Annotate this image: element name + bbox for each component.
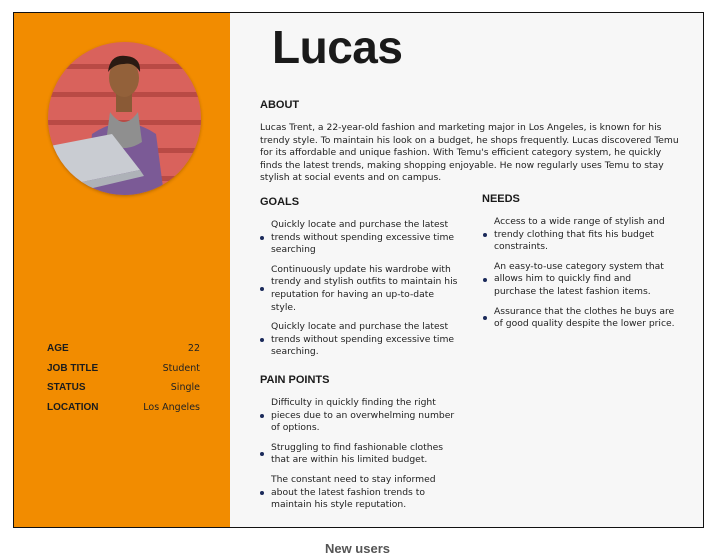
fact-age: [47, 339, 200, 359]
fact-label: AGE: [47, 343, 69, 355]
pain-point-text: Difficulty in quickly finding the right pieces due to an overwhelming number of options.: [271, 397, 455, 434]
bullet-icon: [260, 236, 264, 240]
list-item: [483, 306, 676, 331]
pain-points-heading: PAIN POINTS: [260, 374, 330, 386]
pain-point-text: Struggling to find fashionable clothes that are within his limited budget.: [271, 441, 444, 466]
need-text: Access to a wide range of stylish and trendy clothing that fits his budget constraints.: [494, 216, 665, 253]
fact-label: JOB TITLE: [47, 362, 99, 374]
fact-label: STATUS: [47, 382, 86, 394]
bullet-icon: [260, 452, 264, 456]
goal-text: Quickly locate and purchase the latest trends without spending excessive time searching.: [271, 321, 455, 358]
persona-facts: [47, 339, 200, 417]
about-text: Lucas Trent, a 22-year-old fashion and marketing major in Los Angeles, is known for his trendy style. To maintain his look on a budget, he shops frequently. Lucas discovered Temu for its affordable and unique fashion. With Temu's efficient category system, he quickly finds the latest trends, making shopping enjoyable. He now regularly uses Temu to stay stylish at social events and on campus.: [260, 122, 679, 184]
avatar-illustration: [48, 42, 201, 195]
list-item: [260, 442, 460, 467]
bullet-icon: [483, 233, 487, 237]
list-item: [260, 264, 460, 314]
need-text: An easy-to-use category system that allows him to quickly find and purchase the latest fashion items.: [494, 260, 664, 297]
list-item: [260, 474, 460, 512]
fact-status: [47, 378, 200, 398]
list-item: [260, 397, 460, 435]
list-item: [260, 219, 460, 257]
bullet-icon: [483, 316, 487, 320]
fact-job-title: [47, 359, 200, 379]
persona-main: [230, 13, 703, 527]
figure-caption: New users: [324, 541, 391, 556]
fact-label: LOCATION: [47, 401, 99, 413]
goals-list: [260, 219, 460, 366]
goal-text: Quickly locate and purchase the latest trends without spending excessive time searching: [271, 219, 455, 256]
pain-points-list: [260, 397, 460, 519]
list-item: [260, 321, 460, 359]
persona-name: Lucas: [272, 21, 403, 73]
persona-sidebar: [14, 13, 230, 527]
fact-location: [47, 398, 200, 418]
needs-list: [483, 216, 676, 338]
bullet-icon: [483, 278, 487, 282]
fact-value: Los Angeles: [143, 401, 200, 413]
bullet-icon: [260, 287, 264, 291]
fact-value: Student: [162, 362, 200, 374]
avatar: [48, 42, 201, 195]
bullet-icon: [260, 338, 264, 342]
need-text: Assurance that the clothes he buys are of good quality despite the lower price.: [494, 305, 675, 330]
needs-heading: NEEDS: [482, 193, 520, 205]
fact-value: Single: [170, 382, 200, 394]
pain-point-text: The constant need to stay informed about the latest fashion trends to maintain his style reputation.: [271, 473, 436, 511]
list-item: [483, 216, 676, 254]
fact-value: 22: [187, 343, 200, 355]
goals-heading: GOALS: [260, 196, 300, 208]
bullet-icon: [260, 414, 264, 418]
persona-card: [13, 12, 704, 528]
about-heading: ABOUT: [260, 99, 300, 111]
bullet-icon: [260, 491, 264, 495]
list-item: [483, 261, 676, 299]
goal-text: Continuously update his wardrobe with trendy and stylish outfits to maintain his reputation for having an up-to-date style.: [271, 263, 458, 313]
